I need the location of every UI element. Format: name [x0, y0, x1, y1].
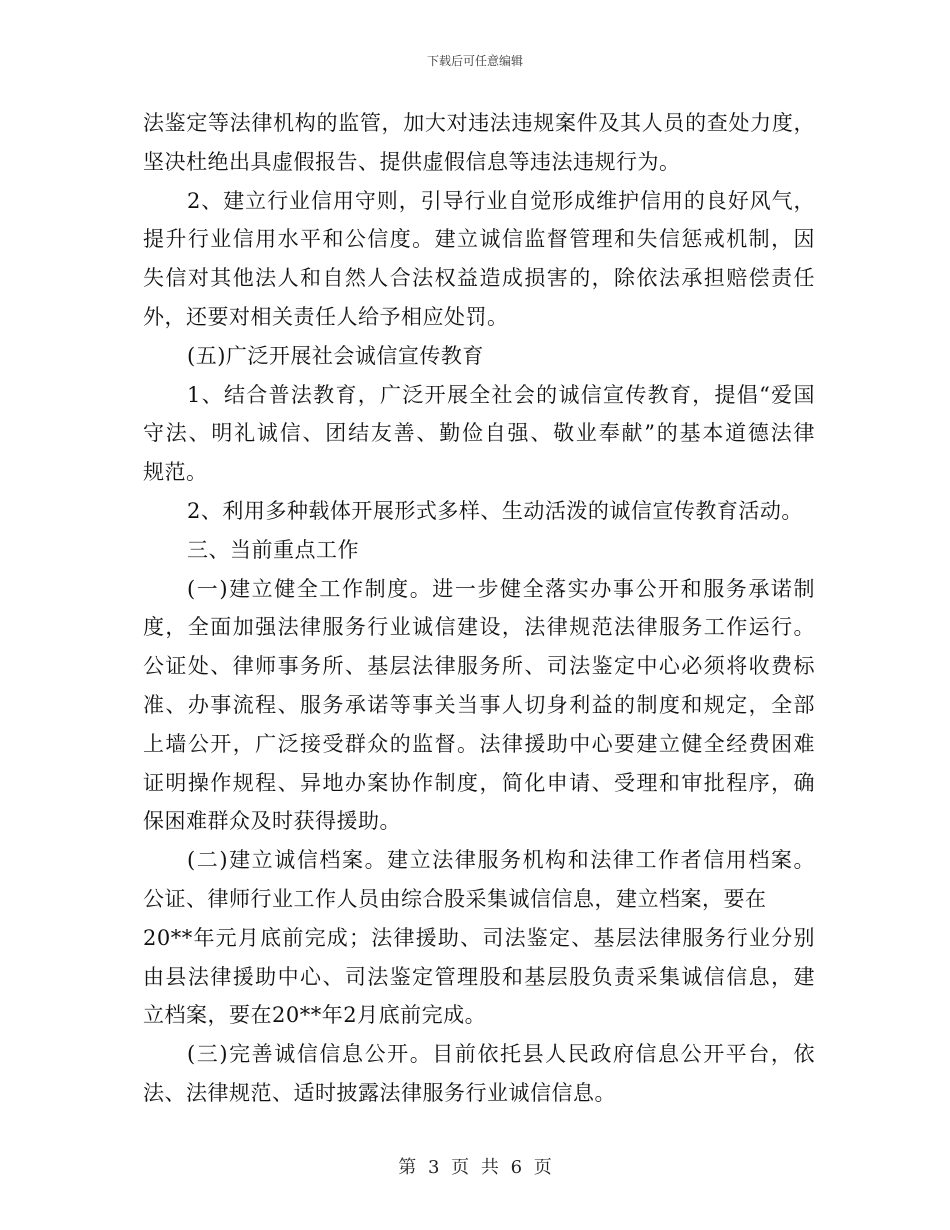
text-line: 准、办事流程、服务承诺等事关当事人切身利益的制度和规定，全部 — [143, 692, 815, 717]
text-line: 上墙公开，广泛接受群众的监督。法律援助中心要建立健全经费困难 — [143, 731, 815, 756]
page-header: 下载后可任意编辑 — [426, 54, 523, 68]
text-line: 坚决杜绝出具虚假报告、提供虚假信息等违法违规行为。 — [143, 149, 681, 174]
text-line: 失信对其他法人和自然人合法权益造成损害的，除依法承担赔偿责任 — [143, 266, 815, 291]
text-line: 公证处、律师事务所、基层法律服务所、司法鉴定中心必须将收费标 — [143, 654, 815, 679]
text-line: 规范。 — [143, 460, 208, 485]
page-footer: 第 3 页 共 6 页 — [398, 1157, 552, 1178]
text-line: (二)建立诚信档案。建立法律服务机构和法律工作者信用档案。 — [187, 848, 815, 873]
text-line: 公证、律师行业工作人员由综合股采集诚信信息，建立档案，要在 — [143, 886, 767, 911]
text-line: 外，还要对相关责任人给予相应处罚。 — [143, 304, 509, 329]
text-line: 度，全面加强法律服务行业诚信建设，法律规范法律服务工作运行。 — [143, 615, 815, 640]
text-line: (一)建立健全工作制度。进一步健全落实办事公开和服务承诺制 — [187, 576, 815, 601]
document-body — [143, 104, 815, 1113]
text-line: (五)广泛开展社会诚信宣传教育 — [187, 343, 484, 368]
text-line: 保困难群众及时获得援助。 — [143, 809, 401, 834]
text-line: 由县法律援助中心、司法鉴定管理股和基层股负责采集诚信信息，建 — [143, 964, 815, 989]
text-line: 法、法律规范、适时披露法律服务行业诚信信息。 — [143, 1080, 616, 1105]
text-line: 2、建立行业信用守则，引导行业自觉形成维护信用的良好风气， — [187, 188, 815, 213]
text-line: 证明操作规程、异地办案协作制度，简化申请、受理和审批程序，确 — [143, 770, 815, 795]
text-line: 法鉴定等法律机构的监管，加大对违法违规案件及其人员的查处力度， — [143, 111, 815, 135]
text-line: 20**年元月底前完成；法律援助、司法鉴定、基层法律服务行业分别 — [143, 925, 815, 950]
text-line: 守法、明礼诚信、团结友善、勤俭自强、敬业奉献”的基本道德法律 — [143, 421, 815, 446]
text-line: 提升行业信用水平和公信度。建立诚信监督管理和失信惩戒机制，因 — [143, 227, 815, 252]
text-line: 2、利用多种载体开展形式多样、生动活泼的诚信宣传教育活动。 — [187, 498, 803, 523]
text-line: 立档案，要在20**年2月底前完成。 — [143, 1003, 487, 1028]
text-line: 1、结合普法教育，广泛开展全社会的诚信宣传教育，提倡“爱国 — [187, 382, 815, 407]
text-line: (三)完善诚信信息公开。目前依托县人民政府信息公开平台，依 — [187, 1042, 815, 1067]
text-line: 三、当前重点工作 — [187, 537, 359, 562]
